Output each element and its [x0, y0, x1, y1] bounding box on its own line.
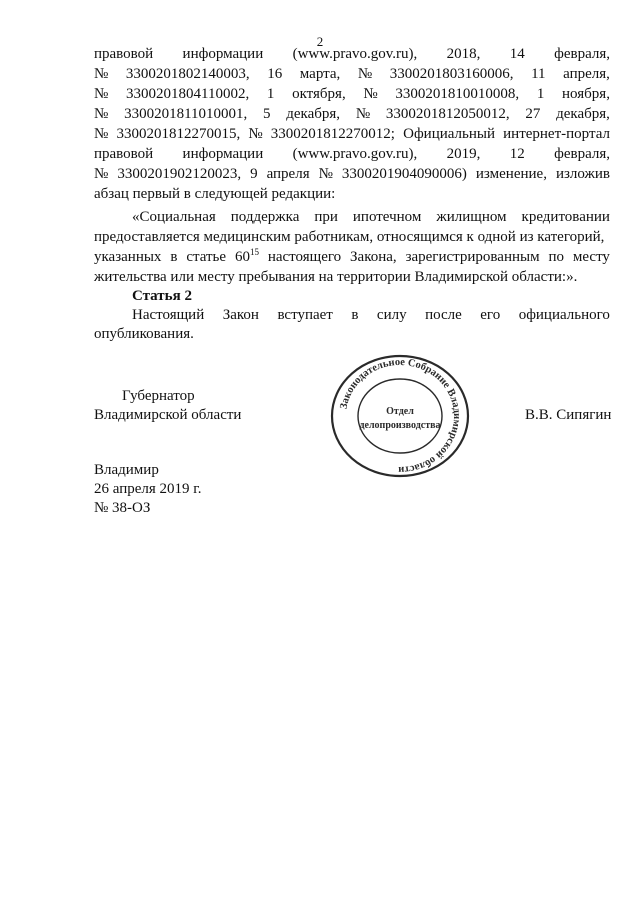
paragraph-line [94, 144, 610, 164]
paragraph-word: 3300201812050012, [385, 106, 510, 122]
paragraph-word: 3300201804110002, [126, 86, 250, 102]
paragraph-word: 3300201802140003, [125, 66, 250, 82]
paragraph-word: 9 [250, 166, 258, 182]
paragraph-word: ноября, [562, 86, 610, 102]
article-superscript: 15 [249, 247, 259, 257]
paragraph-word: 5 [263, 106, 271, 122]
paragraph-word: 1 [536, 86, 545, 102]
paragraph-last-line: абзац первый в следующей редакции: [94, 186, 336, 202]
paragraph-word: 3300201803160006, [389, 66, 514, 82]
paragraph-word: 3300201811010001, [124, 106, 248, 122]
paragraph-word: (www.pravo.gov.ru), [292, 146, 418, 162]
paragraph-word: апреля [266, 166, 310, 182]
paragraph-word: декабря, [556, 106, 610, 122]
paragraph-word: № [94, 126, 109, 142]
paragraph-line [94, 124, 610, 144]
paragraph-word: февраля, [554, 146, 610, 162]
article-2-heading: Статья 2 [132, 288, 192, 304]
quote-line-1: «Социальная поддержка при ипотечном жилищном кредитовании [132, 209, 610, 225]
paragraph-word: 3300201904090006) [341, 166, 467, 182]
paragraph-line [94, 64, 610, 84]
paragraph-word: 14 [509, 46, 525, 62]
article-number: $60^{15}$ [234, 247, 259, 265]
paragraph-word: 3300201812270012; [270, 126, 395, 142]
paragraph-word: № [94, 86, 109, 102]
paragraph-word: Официальный [403, 126, 495, 142]
paragraph-word: (www.pravo.gov.ru), [292, 46, 418, 62]
paragraph-word: 12 [509, 146, 525, 162]
quote-line-3: указанных в статье $60^{15}$ настоящего Закона, зарегистрированным по месту [94, 247, 610, 265]
article-2-line-2: опубликования. [94, 326, 194, 342]
paragraph-word: 2019, [446, 146, 481, 162]
paragraph-word: № [94, 66, 109, 82]
signature-title-line-1: Губернатор [122, 388, 195, 404]
paragraph-word: правовой [94, 46, 154, 62]
paragraph-word: № [248, 126, 263, 142]
paragraph-word: 1 [266, 86, 275, 102]
article-2-line-1: Настоящий Закон вступает в силу после его официального [132, 307, 610, 323]
paragraph-word: № [318, 166, 333, 182]
paragraph-word: 27 [525, 106, 541, 122]
paragraph-word: информации [182, 146, 264, 162]
footer-city: Владимир [94, 462, 159, 478]
paragraph-word: № [94, 166, 109, 182]
official-stamp [326, 354, 474, 478]
stamp-center-line-2: делопроизводства [359, 420, 441, 431]
paragraph-word: № [94, 106, 109, 122]
paragraph-word: 16 [267, 66, 283, 82]
paragraph-line [94, 164, 610, 184]
paragraph-line [94, 44, 610, 64]
paragraph-word: февраля, [554, 46, 610, 62]
paragraph-word: октября, [292, 86, 346, 102]
quote-line-2: предоставляется медицинским работникам, относящимся к одной из категорий, [94, 229, 605, 245]
paragraph-word: 3300201810010008, [395, 86, 520, 102]
paragraph-word: 3300201902120023, [117, 166, 242, 182]
paragraph-word: изменение, [475, 166, 547, 182]
page-number: 2 [316, 34, 324, 49]
quote-last-line: жительства или месту пребывания на территории Владимирской области:». [94, 269, 578, 285]
paragraph-word: 11 [531, 66, 546, 82]
paragraph-word: № [357, 66, 373, 82]
paragraph-line [94, 104, 610, 124]
paragraph-word: 3300201812270015, [116, 126, 241, 142]
signature-title-line-2: Владимирской области [94, 407, 242, 423]
signatory-name: В.В. Сипягин [525, 407, 612, 423]
stamp-ring-text: Законодательное Собрание Владимирской области [338, 356, 463, 476]
paragraph-word: 2018, [446, 46, 481, 62]
stamp-center-line-1: Отдел [386, 406, 414, 417]
paragraph-word: апреля, [563, 66, 610, 82]
paragraph-word: изложив [555, 166, 610, 182]
paragraph-word: № [363, 86, 378, 102]
paragraph-word: информации [182, 46, 264, 62]
paragraph-word: марта, [299, 66, 341, 82]
footer-law-number: № 38-ОЗ [94, 500, 151, 516]
paragraph-word: декабря, [286, 106, 341, 122]
paragraph-word: правовой [94, 146, 154, 162]
paragraph-line [94, 84, 610, 104]
paragraph-word: № [355, 106, 371, 122]
stamp-svg [326, 354, 474, 478]
paragraph-word: интернет-портал [503, 126, 610, 142]
footer-date: 26 апреля 2019 г. [94, 481, 202, 497]
